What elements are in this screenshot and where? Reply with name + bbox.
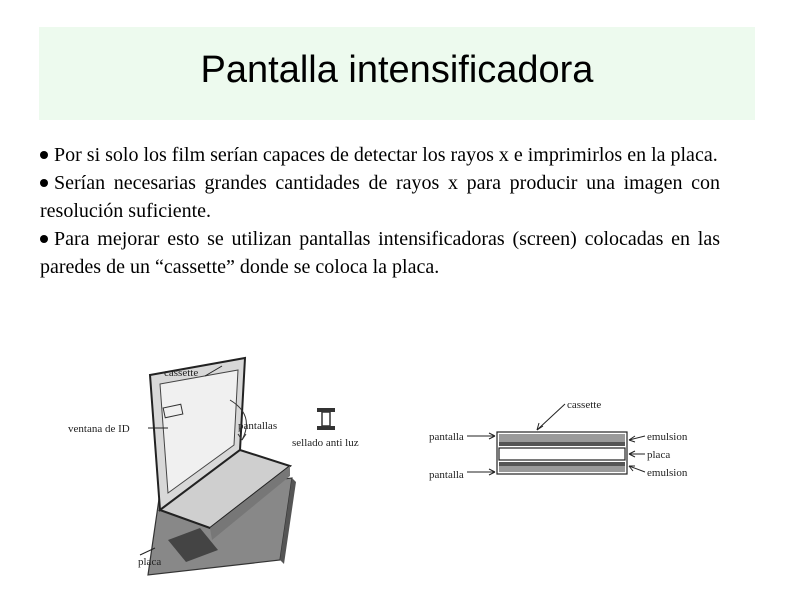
label-ventana: ventana de ID: [68, 423, 130, 435]
title-band: [39, 27, 755, 120]
label-placa: placa: [138, 556, 162, 568]
pantalla-top-layer: [499, 434, 625, 442]
label-emulsion-top: emulsion: [647, 431, 688, 443]
label-pantallas: pantallas: [238, 420, 278, 432]
label-placa: placa: [647, 449, 671, 461]
cross-section-diagram: [425, 390, 715, 500]
label-pantalla-top: pantalla: [429, 431, 464, 443]
label-pantalla-bottom: pantalla: [429, 469, 464, 481]
bullet-text: Serían necesarias grandes cantidades de rayos x para producir una imagen con resolución suficiente.: [40, 172, 720, 222]
label-cassette: cassette: [164, 367, 199, 379]
bullet-item: [40, 141, 720, 169]
placa-layer: [499, 448, 625, 460]
label-emulsion-bottom: emulsion: [647, 467, 688, 479]
bullet-dot-icon: [40, 179, 48, 187]
bullet-text: Para mejorar esto se utilizan pantallas intensificadoras (screen) colocadas en las paredes de un “cassette” donde se coloca la placa.: [40, 228, 720, 278]
bullet-text: Por si solo los film serían capaces de detectar los rayos x e imprimirlos en la placa.: [54, 144, 718, 166]
cassette-illustration: [60, 350, 360, 580]
bullet-dot-icon: [40, 151, 48, 159]
bullet-dot-icon: [40, 235, 48, 243]
pantalla-bottom-layer: [499, 466, 625, 472]
label-cassette: cassette: [567, 399, 602, 411]
label-sellado: sellado anti luz: [292, 437, 359, 449]
bullet-list: [40, 141, 720, 281]
bullet-item: [40, 225, 720, 281]
bullet-item: [40, 169, 720, 225]
slide-title: Pantalla intensificadora: [200, 49, 594, 91]
